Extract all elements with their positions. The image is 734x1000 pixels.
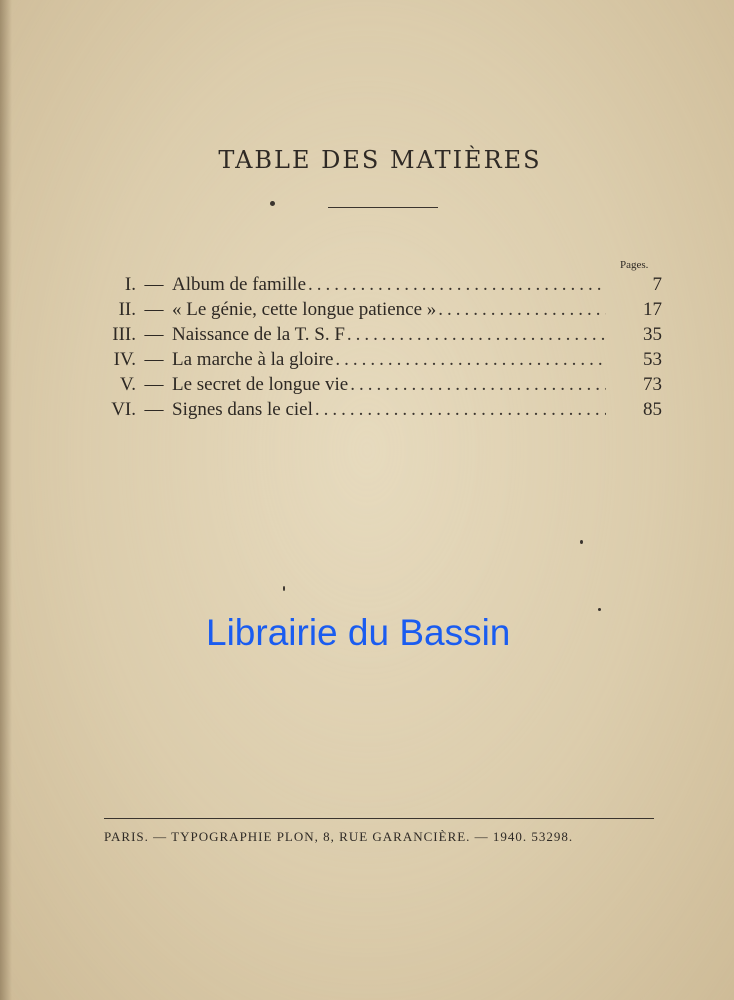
chapter-page: 85 <box>643 399 662 420</box>
table-of-contents <box>96 272 662 422</box>
chapter-dash: — <box>144 324 164 345</box>
chapter-page: 17 <box>643 299 662 320</box>
dot-leader <box>308 272 606 297</box>
toc-entry <box>96 297 662 322</box>
page-title: TABLE DES MATIÈRES <box>218 146 542 174</box>
chapter-numeral: III. <box>112 324 136 345</box>
chapter-title: Signes dans le ciel <box>172 399 313 420</box>
ink-speck <box>580 540 583 544</box>
chapter-title: Album de famille <box>172 274 307 295</box>
printer-imprint: PARIS. — TYPOGRAPHIE PLON, 8, RUE GARANCIÈRE. — 1940. 53298. <box>104 829 574 844</box>
title-rule <box>328 207 438 208</box>
toc-entry <box>96 272 662 297</box>
dot-leader <box>350 372 606 397</box>
dot-leader <box>438 297 606 322</box>
dot-leader <box>335 347 606 372</box>
chapter-numeral: IV. <box>113 349 136 370</box>
bookseller-watermark: Librairie du Bassin <box>206 612 511 653</box>
toc-entry <box>96 347 662 372</box>
chapter-numeral: I. <box>124 274 136 295</box>
chapter-dash: — <box>144 349 164 370</box>
chapter-dash: — <box>144 399 164 420</box>
chapter-title: La marche à la gloire <box>172 349 334 370</box>
toc-entry <box>96 322 662 347</box>
pages-heading: Pages. <box>620 259 649 271</box>
chapter-dash: — <box>144 299 164 320</box>
chapter-dash: — <box>144 274 164 295</box>
toc-entry <box>96 372 662 397</box>
chapter-page: 73 <box>643 374 662 395</box>
chapter-numeral: V. <box>119 374 136 395</box>
dot-leader <box>315 397 606 422</box>
chapter-page: 35 <box>643 324 662 345</box>
chapter-dash: — <box>144 374 164 395</box>
footer-rule <box>104 818 654 819</box>
dot-leader <box>347 322 606 347</box>
ink-speck <box>270 201 275 206</box>
chapter-numeral: II. <box>118 299 136 320</box>
ink-speck <box>598 608 601 611</box>
chapter-page: 7 <box>652 274 662 295</box>
chapter-page: 53 <box>643 349 662 370</box>
chapter-title: Le secret de longue vie <box>172 374 349 395</box>
chapter-numeral: VI. <box>111 399 136 420</box>
chapter-title: « Le génie, cette longue patience » <box>172 299 437 320</box>
ink-speck <box>283 586 285 591</box>
chapter-title: Naissance de la T. S. F <box>172 324 345 345</box>
toc-entry <box>96 397 662 422</box>
